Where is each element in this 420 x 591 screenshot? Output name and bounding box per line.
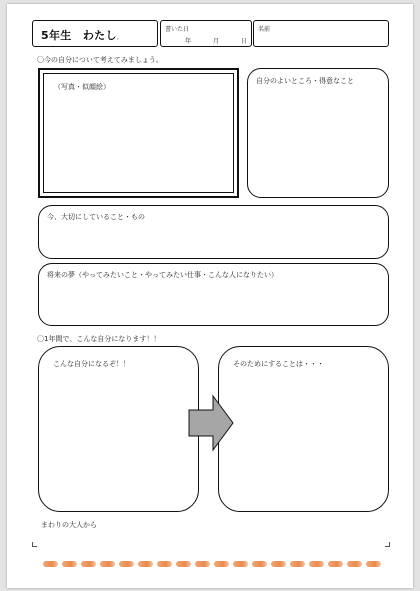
dream-label: 将来の夢（やってみたいこと・やってみたい仕事・こんな人になりたい） [47,271,278,279]
footprint-icon [138,561,153,567]
footprint-icon [81,561,96,567]
footprint-icon [119,561,134,567]
footprint-icon [214,561,229,567]
footprint-icon [252,561,267,567]
actions-box[interactable] [218,346,389,512]
strengths-box[interactable] [247,68,389,198]
crop-mark-right [385,542,390,547]
footprint-icon [62,561,77,567]
strengths-label: 自分のよいところ・得意なこと [256,77,354,85]
day-label: 日 [241,38,248,45]
footprint-icon [233,561,248,567]
goal-box[interactable] [38,346,199,512]
footprint-icon [366,561,381,567]
adults-label: まわりの大人から [41,521,97,529]
year-label: 年 [185,38,192,45]
footprint-icon [271,561,286,567]
page-title: 5年生 わたし。 [41,29,123,42]
worksheet-page [7,4,413,588]
date-label: 書いた日 [165,26,190,33]
section1-heading: 〇今の自分について考えてみましょう。 [37,56,163,64]
section2-heading: 〇1年間で、こんな自分になります！！ [37,335,161,343]
footprint-icon [176,561,191,567]
footprint-icon [290,561,305,567]
right-arrow-icon [187,394,235,452]
footprint-icon [195,561,210,567]
photo-label: （写真・似顔絵） [54,83,110,91]
date-field[interactable] [160,20,252,47]
photo-inner-frame [43,73,234,193]
footprint-icon [157,561,172,567]
photo-frame[interactable] [38,68,239,198]
name-label: 名前 [258,26,271,33]
footprint-border [43,558,383,570]
title-suffix: 。 [116,35,123,41]
footprint-icon [328,561,343,567]
footprint-icon [100,561,115,567]
actions-label: そのためにすることは・・・ [233,360,324,368]
important-label: 今、大切にしていること・もの [47,213,145,221]
footprint-icon [309,561,324,567]
footprint-icon [43,561,58,567]
crop-mark-left [32,542,37,547]
important-box[interactable] [38,205,389,259]
title-box [32,20,158,47]
footprint-icon [347,561,362,567]
name-field[interactable] [253,20,389,47]
month-label: 月 [213,38,220,45]
dream-box[interactable] [38,263,389,326]
goal-label: こんな自分になるぞ！！ [53,360,130,368]
